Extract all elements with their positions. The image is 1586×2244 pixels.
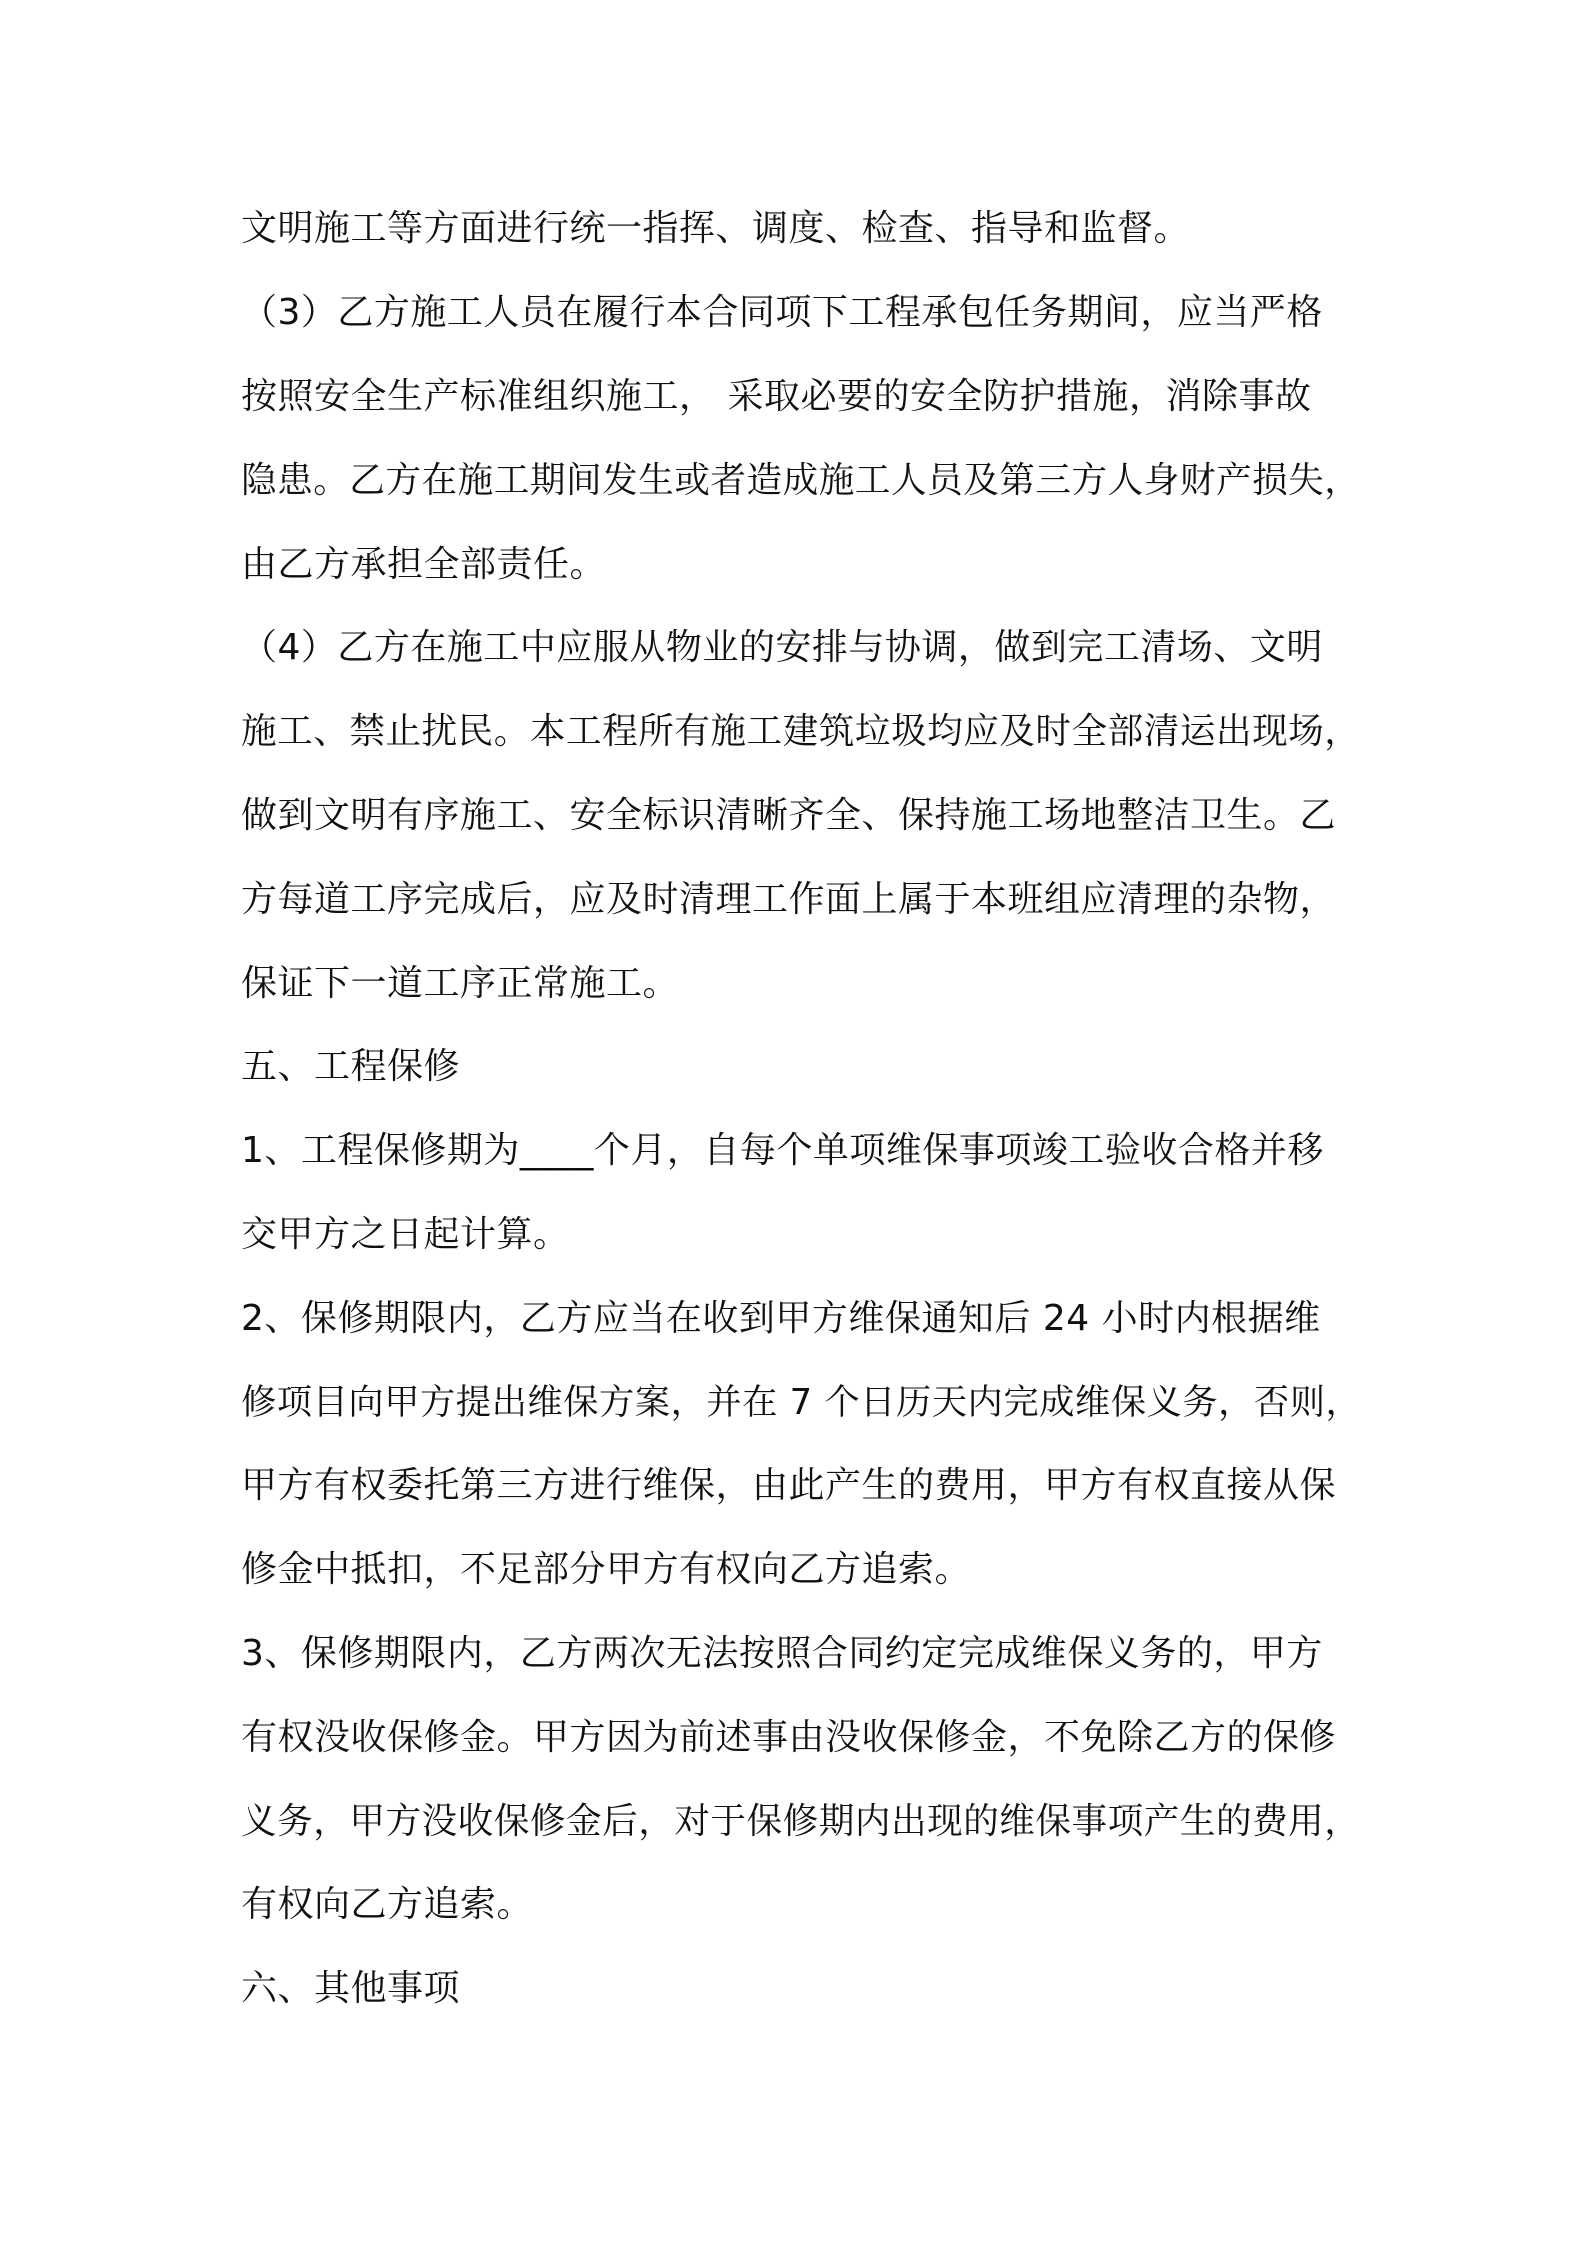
paragraph-line: （4）乙方在施工中应服从物业的安排与协调，做到完工清场、文明 xyxy=(241,627,1323,668)
paragraph-line: 有权向乙方追索。 xyxy=(241,1884,534,1925)
paragraph-line: （3）乙方施工人员在履行本合同项下工程承包任务期间，应当严格 xyxy=(241,292,1323,333)
section-heading: 六、其他事项 xyxy=(241,1968,461,2009)
paragraph-line: 方每道工序完成后，应及时清理工作面上属于本班组应清理的杂物， xyxy=(241,879,1337,920)
paragraph-line: 交甲方之日起计算。 xyxy=(241,1214,570,1255)
paragraph-line: 修金中抵扣，不足部分甲方有权向乙方追索。 xyxy=(241,1549,972,1590)
paragraph-line: 做到文明有序施工、安全标识清晰齐全、保持施工场地整洁卫生。乙 xyxy=(241,795,1337,836)
paragraph-line: 1、工程保修期为____个月，自每个单项维保事项竣工验收合格并移 xyxy=(241,1130,1324,1171)
paragraph-line: 有权没收保修金。甲方因为前述事由没收保修金，不免除乙方的保修 xyxy=(241,1717,1337,1758)
paragraph-line: 按照安全生产标准组织施工， 采取必要的安全防护措施，消除事故 xyxy=(241,376,1312,417)
paragraph-line: 保证下一道工序正常施工。 xyxy=(241,963,680,1004)
paragraph-line: 2、保修期限内，乙方应当在收到甲方维保通知后 24 小时内根据维 xyxy=(241,1298,1321,1339)
paragraph-line: 由乙方承担全部责任。 xyxy=(241,544,607,585)
section-heading: 五、工程保修 xyxy=(241,1046,461,1087)
paragraph-line: 施工、禁止扰民。本工程所有施工建筑垃圾均应及时全部清运出现场， xyxy=(241,711,1361,752)
paragraph-line: 3、保修期限内，乙方两次无法按照合同约定完成维保义务的，甲方 xyxy=(241,1633,1323,1674)
paragraph-line: 甲方有权委托第三方进行维保，由此产生的费用，甲方有权直接从保 xyxy=(241,1465,1337,1506)
paragraph-line: 文明施工等方面进行统一指挥、调度、检查、指导和监督。 xyxy=(241,208,1191,249)
paragraph-line: 修项目向甲方提出维保方案，并在 7 个日历天内完成维保义务，否则， xyxy=(241,1382,1362,1423)
paragraph-line: 隐患。乙方在施工期间发生或者造成施工人员及第三方人身财产损失， xyxy=(241,460,1361,501)
paragraph-line: 义务，甲方没收保修金后，对于保修期内出现的维保事项产生的费用， xyxy=(241,1801,1361,1842)
